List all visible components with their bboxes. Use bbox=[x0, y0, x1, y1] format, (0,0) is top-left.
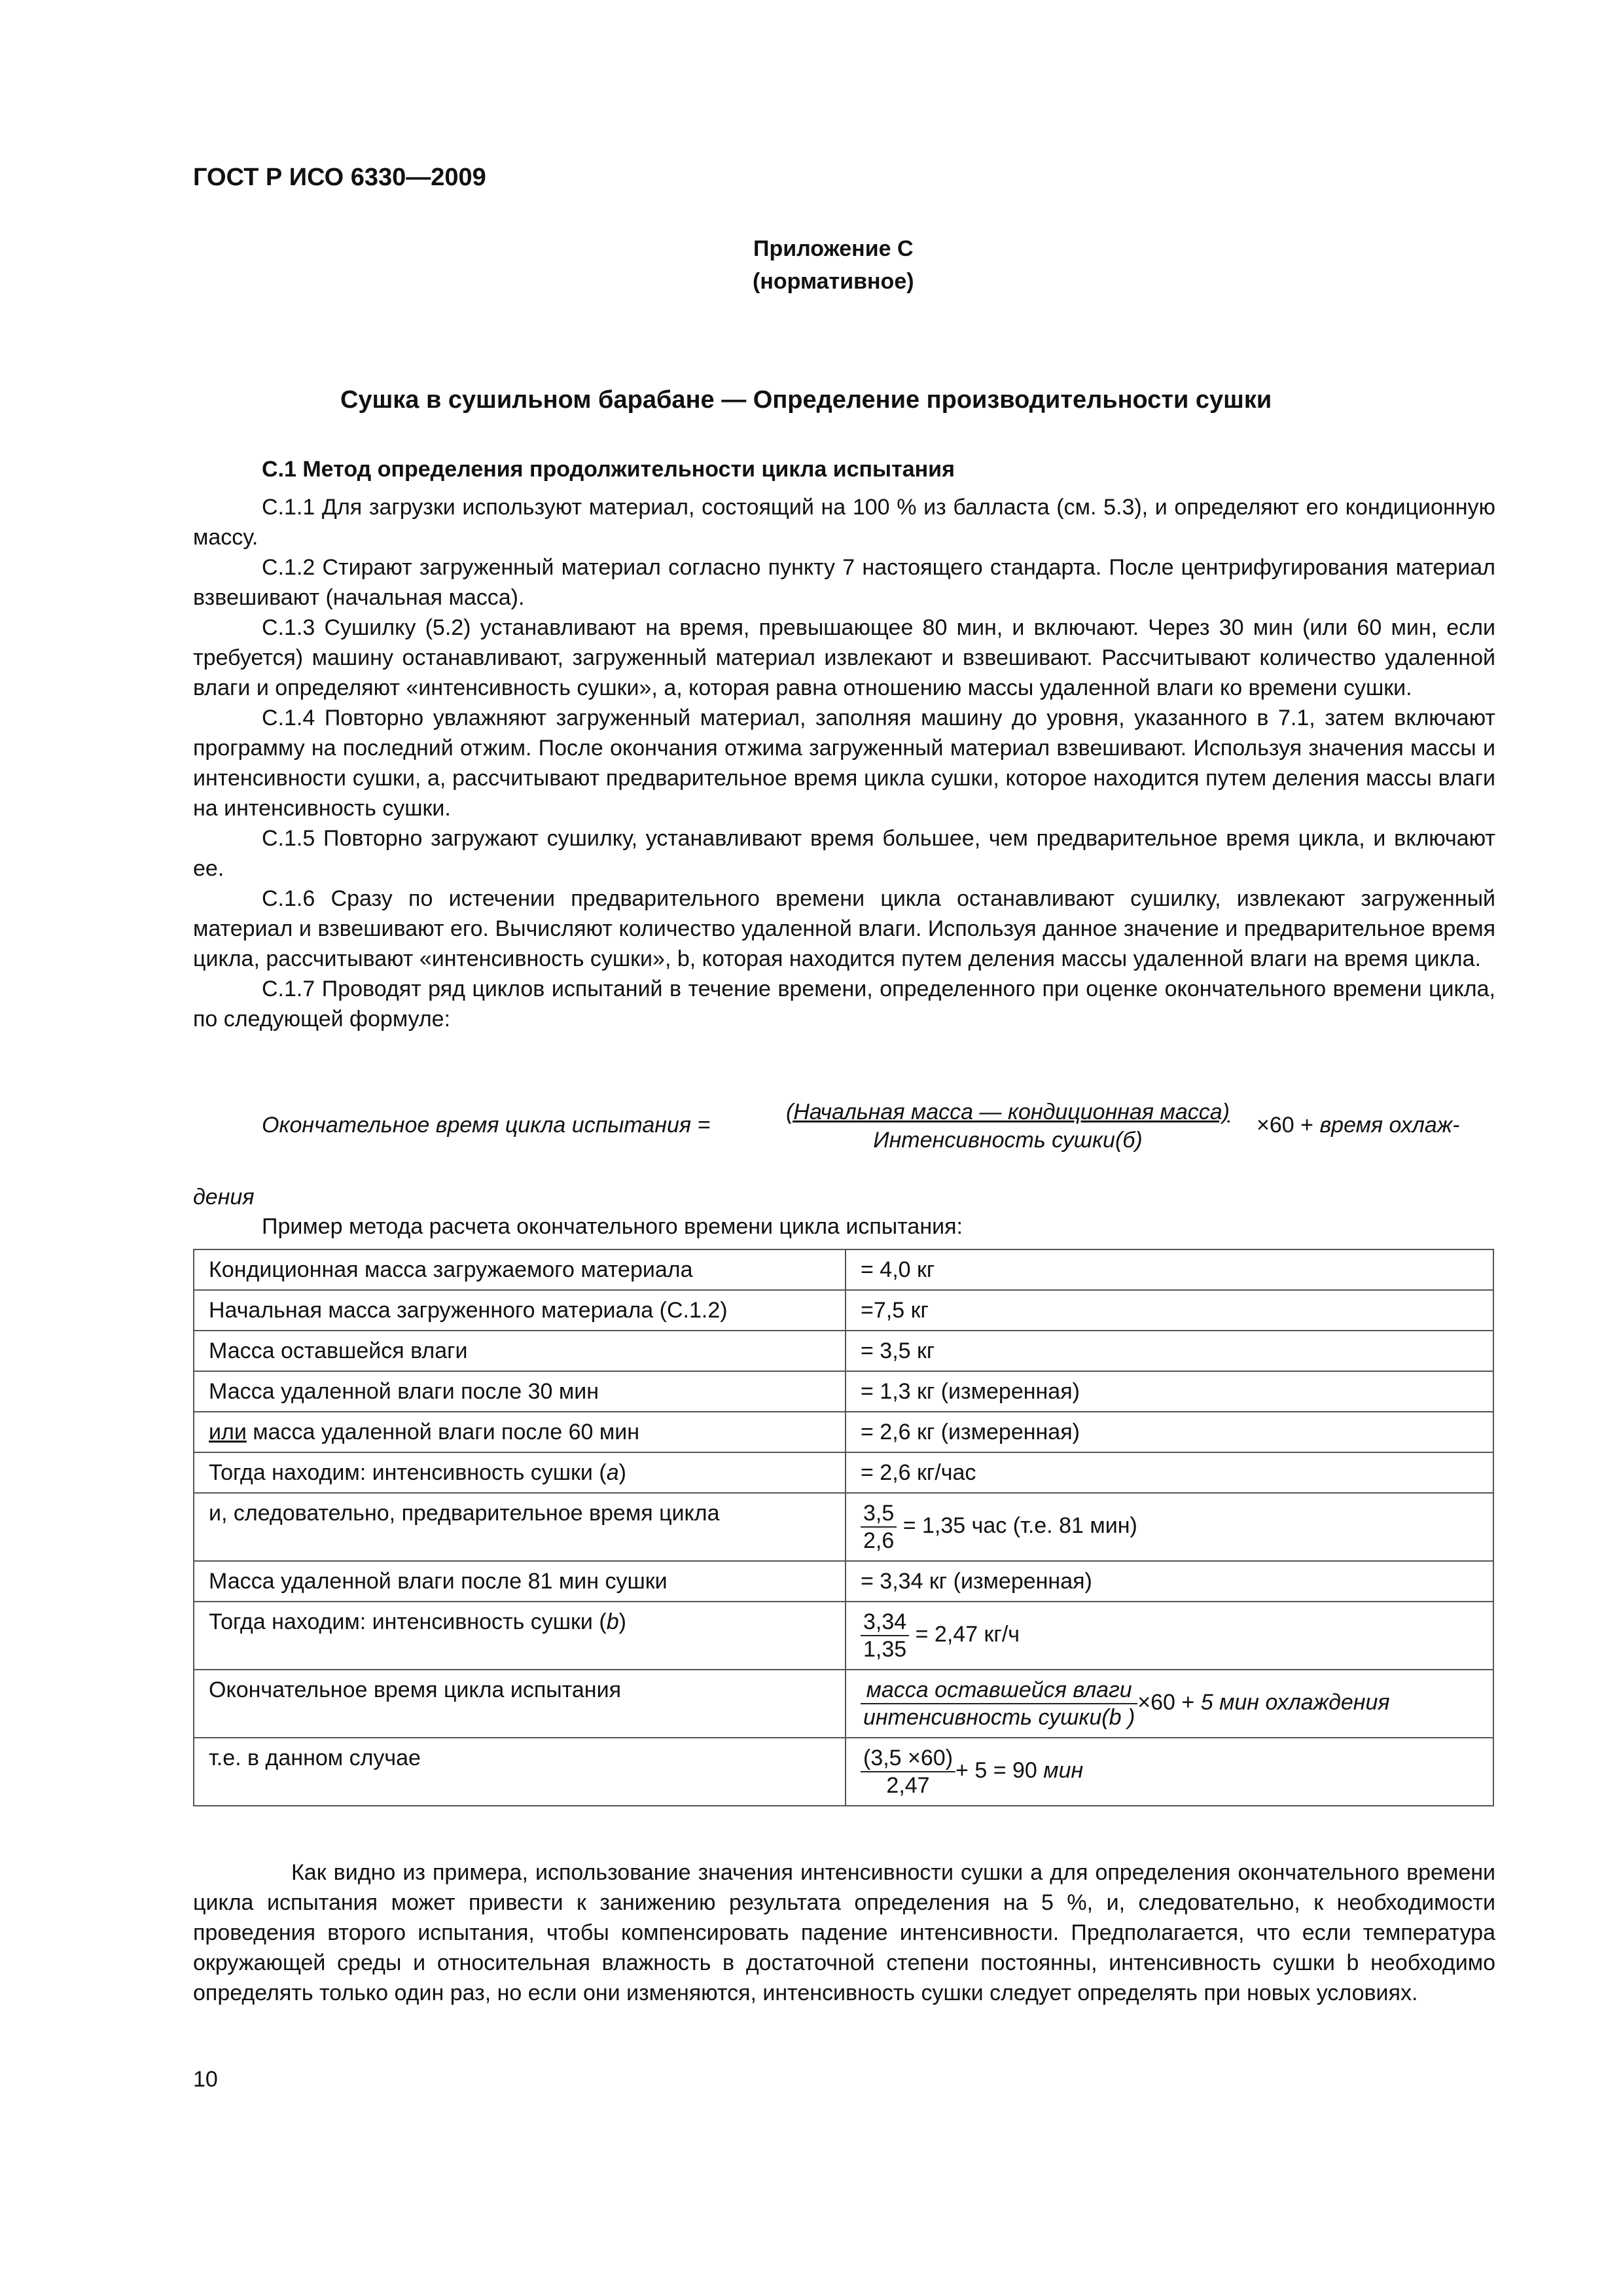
table-cell-value bbox=[846, 1602, 1493, 1670]
fraction-result: + 5 = 90 bbox=[955, 1757, 1044, 1783]
paragraph-c13: С.1.3 Сушилку (5.2) устанавливают на время, превышающее 80 мин, и включают. Через 30 мин (или 60 мин, если требуется) машину останавливают, загруженный материал извлекают и взвешивают. Рассчитывают количество удаленной влаги и определяют «интенсивность сушки», а, которая равна отношению массы удаленной влаги ко времени сушки. bbox=[193, 615, 1495, 700]
table-row bbox=[194, 1331, 1493, 1371]
table-row bbox=[194, 1493, 1493, 1561]
label-post: ) bbox=[618, 1460, 626, 1485]
table-row bbox=[194, 1738, 1493, 1806]
label-pre: Тогда находим: интенсивность сушки ( bbox=[209, 1460, 607, 1485]
table-cell-value bbox=[846, 1670, 1493, 1738]
fraction-numerator: (3,5 ×60) bbox=[861, 1745, 955, 1772]
table-cell-value: = 1,3 кг (измеренная) bbox=[846, 1371, 1493, 1412]
document-code: ГОСТ Р ИСО 6330—2009 bbox=[193, 164, 486, 191]
table-cell-label bbox=[194, 1412, 846, 1452]
table-cell-label: и, следовательно, предварительное время цикла bbox=[194, 1493, 846, 1561]
table-row bbox=[194, 1290, 1493, 1331]
table-cell-label: Окончательное время цикла испытания bbox=[194, 1670, 846, 1738]
table-cell-value bbox=[846, 1493, 1493, 1561]
fraction bbox=[861, 1609, 909, 1662]
underlined-or: или bbox=[209, 1420, 247, 1444]
fraction-numerator: 3,34 bbox=[861, 1609, 909, 1636]
table-row bbox=[194, 1249, 1493, 1290]
closing-text bbox=[193, 1857, 1495, 2008]
paragraph-c15: С.1.5 Повторно загружают сушилку, устанавливают время большее, чем предварительное время цикла, и включают ее. bbox=[193, 826, 1495, 881]
table-cell-label: Масса удаленной влаги после 81 мин сушки bbox=[194, 1561, 846, 1602]
table-cell-label: Масса оставшейся влаги bbox=[194, 1331, 846, 1371]
fraction-denominator: интенсивность сушки(b ) bbox=[863, 1705, 1135, 1730]
table-cell-value: = 4,0 кг bbox=[846, 1249, 1493, 1290]
formula-tail-text: 5 мин охлаждения bbox=[1200, 1689, 1390, 1715]
formula-lhs: Окончательное время цикла испытания = bbox=[262, 1113, 711, 1138]
fraction-result: = 1,35 час (т.е. 81 мин) bbox=[897, 1513, 1137, 1538]
table-row bbox=[194, 1602, 1493, 1670]
table-cell-value bbox=[846, 1738, 1493, 1806]
table-cell-value: = 2,6 кг (измеренная) bbox=[846, 1412, 1493, 1452]
label-post: ) bbox=[618, 1609, 626, 1634]
closing-paragraph: Как видно из примера, использование значения интенсивности сушки а для определения окончательного времени цикла испытания может привести к занижению результата определения на 5 %, и, следовательно, к необходимости проведения второго испытания, чтобы компенсировать падение интенсивности. Предполагается, что если температура окружающей среды и относительная влажность в достаточной степени постоянны, интенсивность сушки b необходимо определять только один раз, но если они изменяются, интенсивность сушки следует определять при новых условиях. bbox=[193, 1860, 1495, 2005]
appendix-label bbox=[753, 232, 914, 298]
table-cell-value: = 3,5 кг bbox=[846, 1331, 1493, 1371]
formula-continuation: дения bbox=[193, 1185, 255, 1210]
calculation-table bbox=[193, 1249, 1494, 1806]
label-variable: a bbox=[606, 1460, 619, 1485]
result-unit: мин bbox=[1043, 1757, 1084, 1783]
method-text bbox=[193, 492, 1495, 1034]
fraction-denominator: 2,6 bbox=[863, 1528, 895, 1553]
cycle-time-formula bbox=[262, 1100, 1499, 1165]
formula-denominator: Интенсивность сушки(б) bbox=[873, 1128, 1143, 1153]
fraction-denominator: 2,47 bbox=[886, 1773, 930, 1798]
table-cell-label: т.е. в данном случае bbox=[194, 1738, 846, 1806]
fraction-numerator: масса оставшейся влаги bbox=[861, 1677, 1137, 1704]
page-number: 10 bbox=[193, 2067, 218, 2092]
fraction bbox=[861, 1745, 955, 1799]
formula-times: ×60 + bbox=[1257, 1113, 1313, 1138]
example-intro: Пример метода расчета окончательного времени цикла испытания: bbox=[262, 1214, 963, 1239]
fraction-numerator: 3,5 bbox=[861, 1500, 897, 1528]
fraction-result: = 2,47 кг/ч bbox=[909, 1621, 1020, 1647]
appendix-type: (нормативное) bbox=[753, 269, 914, 294]
table-cell-value: = 2,6 кг/час bbox=[846, 1452, 1493, 1493]
table-row bbox=[194, 1561, 1493, 1602]
table-row bbox=[194, 1371, 1493, 1412]
table-cell-label bbox=[194, 1452, 846, 1493]
label-pre: Тогда находим: интенсивность сушки ( bbox=[209, 1609, 607, 1634]
paragraph-c16: С.1.6 Сразу по истечении предварительного времени цикла останавливают сушилку, извлекают загруженный материал и взвешивают его. Вычисляют количество удаленной влаги. Используя данное значение и предварительное время цикла, рассчитывают «интенсивность сушки», b, которая находится путем деления массы удаленной влаги на время цикла. bbox=[193, 886, 1495, 971]
fraction-denominator: 1,35 bbox=[863, 1637, 907, 1662]
label-variable: b bbox=[606, 1609, 619, 1634]
table-row bbox=[194, 1670, 1493, 1738]
table-cell-label: Начальная масса загруженного материала (С.1.2) bbox=[194, 1290, 846, 1331]
paragraph-c14: С.1.4 Повторно увлажняют загруженный материал, заполняя машину до уровня, указанного в 7.1, затем включают программу на последний отжим. После окончания отжима загруженный материал взвешивают. Используя значения массы и интенсивности сушки, а, рассчитывают предварительное время цикла сушки, которое находится путем деления массы влаги на интенсивность сушки. bbox=[193, 706, 1495, 821]
table-cell-value: =7,5 кг bbox=[846, 1290, 1493, 1331]
paragraph-c12: С.1.2 Стирают загруженный материал согласно пункту 7 настоящего стандарта. После центрифугирования материал взвешивают (начальная масса). bbox=[193, 555, 1495, 610]
table-cell-label: Кондиционная масса загружаемого материала bbox=[194, 1249, 846, 1290]
formula-times: ×60 + bbox=[1137, 1689, 1201, 1715]
table-cell-label: Масса удаленной влаги после 30 мин bbox=[194, 1371, 846, 1412]
section-title: Сушка в сушильном барабане — Определение производительности сушки bbox=[340, 386, 1272, 414]
table-cell-label bbox=[194, 1602, 846, 1670]
appendix-title: Приложение С bbox=[753, 236, 914, 261]
paragraph-c17: С.1.7 Проводят ряд циклов испытаний в течение времени, определенного при оценке окончательного времени цикла, по следующей формуле: bbox=[193, 977, 1495, 1031]
table-row bbox=[194, 1452, 1493, 1493]
paragraph-c11: С.1.1 Для загрузки используют материал, состоящий на 100 % из балласта (см. 5.3), и определяют его кондиционную массу. bbox=[193, 495, 1495, 550]
fraction bbox=[861, 1500, 897, 1554]
fraction bbox=[861, 1677, 1137, 1731]
formula-tail-text: время охлаж- bbox=[1319, 1113, 1460, 1138]
table-row bbox=[194, 1412, 1493, 1452]
formula-fraction bbox=[759, 1100, 1257, 1153]
formula-numerator: (Начальная масса — кондиционная масса) bbox=[786, 1100, 1230, 1124]
formula-tail bbox=[1257, 1113, 1460, 1138]
label-rest: масса удаленной влаги после 60 мин bbox=[246, 1420, 639, 1444]
subsection-heading: С.1 Метод определения продолжительности цикла испытания bbox=[262, 457, 955, 482]
table-cell-value: = 3,34 кг (измеренная) bbox=[846, 1561, 1493, 1602]
